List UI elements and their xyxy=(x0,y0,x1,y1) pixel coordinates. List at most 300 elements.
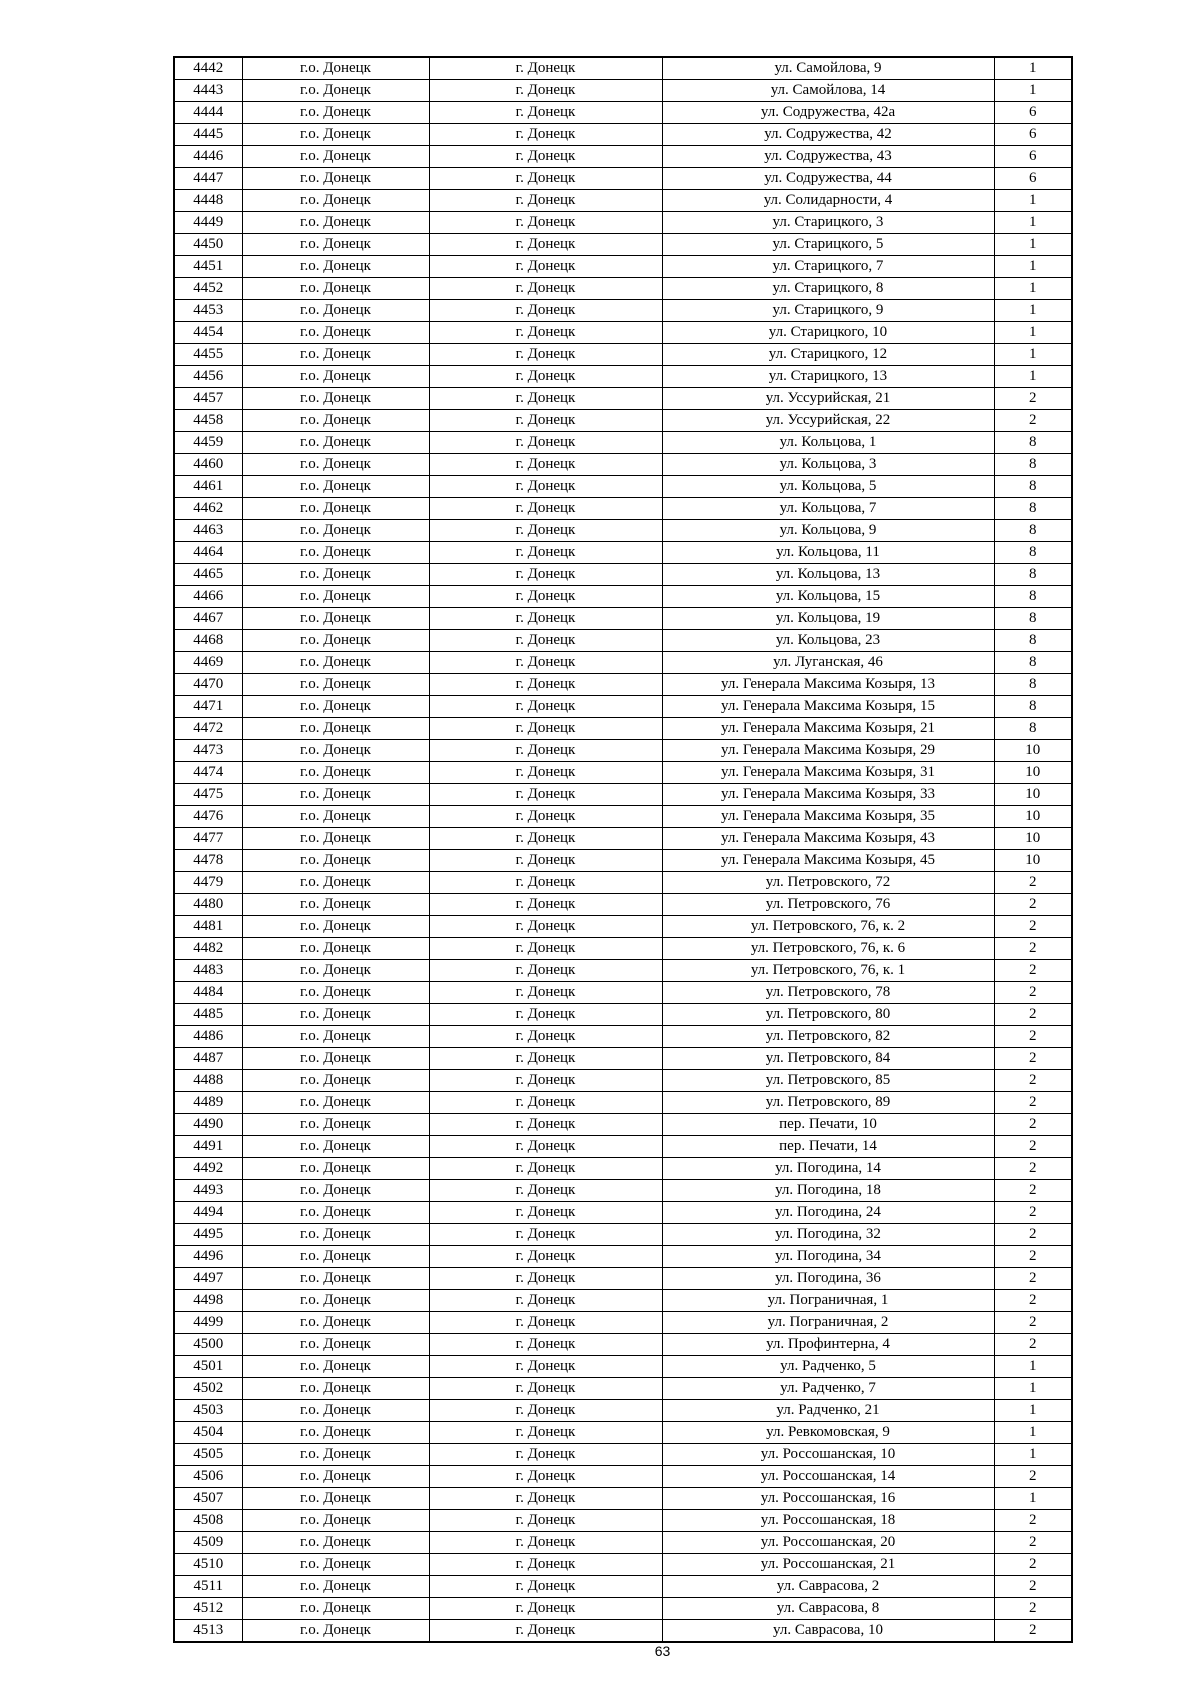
count-cell: 2 xyxy=(994,1598,1072,1620)
count-cell: 1 xyxy=(994,1378,1072,1400)
address-cell: ул. Старицкого, 8 xyxy=(662,278,994,300)
district-cell: г.о. Донецк xyxy=(242,982,429,1004)
table-row xyxy=(174,476,1072,498)
address-cell: ул. Погодина, 18 xyxy=(662,1180,994,1202)
row-number-cell: 4475 xyxy=(174,784,242,806)
address-cell: ул. Кольцова, 3 xyxy=(662,454,994,476)
address-cell: ул. Петровского, 76, к. 2 xyxy=(662,916,994,938)
district-cell: г.о. Донецк xyxy=(242,1026,429,1048)
address-table xyxy=(173,56,1073,1643)
address-cell: ул. Петровского, 76, к. 6 xyxy=(662,938,994,960)
city-cell: г. Донецк xyxy=(429,410,662,432)
district-cell: г.о. Донецк xyxy=(242,278,429,300)
count-cell: 10 xyxy=(994,762,1072,784)
table-row xyxy=(174,894,1072,916)
district-cell: г.о. Донецк xyxy=(242,146,429,168)
table-row xyxy=(174,828,1072,850)
count-cell: 2 xyxy=(994,410,1072,432)
city-cell: г. Донецк xyxy=(429,1158,662,1180)
table-row xyxy=(174,806,1072,828)
city-cell: г. Донецк xyxy=(429,1180,662,1202)
address-cell: ул. Петровского, 82 xyxy=(662,1026,994,1048)
city-cell: г. Донецк xyxy=(429,1554,662,1576)
address-cell: ул. Старицкого, 13 xyxy=(662,366,994,388)
address-cell: ул. Погодина, 32 xyxy=(662,1224,994,1246)
count-cell: 8 xyxy=(994,674,1072,696)
address-cell: ул. Старицкого, 7 xyxy=(662,256,994,278)
district-cell: г.о. Донецк xyxy=(242,674,429,696)
table-row xyxy=(174,1598,1072,1620)
table-row xyxy=(174,1554,1072,1576)
address-cell: ул. Россошанская, 21 xyxy=(662,1554,994,1576)
count-cell: 2 xyxy=(994,872,1072,894)
address-cell: ул. Россошанская, 10 xyxy=(662,1444,994,1466)
table-row xyxy=(174,1620,1072,1643)
row-number-cell: 4469 xyxy=(174,652,242,674)
table-row xyxy=(174,520,1072,542)
district-cell: г.о. Донецк xyxy=(242,916,429,938)
address-cell: ул. Петровского, 80 xyxy=(662,1004,994,1026)
table-row xyxy=(174,278,1072,300)
city-cell: г. Донецк xyxy=(429,652,662,674)
table-row xyxy=(174,1312,1072,1334)
district-cell: г.о. Донецк xyxy=(242,1378,429,1400)
row-number-cell: 4474 xyxy=(174,762,242,784)
count-cell: 8 xyxy=(994,652,1072,674)
address-cell: ул. Генерала Максима Козыря, 31 xyxy=(662,762,994,784)
city-cell: г. Донецк xyxy=(429,872,662,894)
row-number-cell: 4442 xyxy=(174,57,242,80)
row-number-cell: 4487 xyxy=(174,1048,242,1070)
district-cell: г.о. Донецк xyxy=(242,1356,429,1378)
table-row xyxy=(174,696,1072,718)
district-cell: г.о. Донецк xyxy=(242,1048,429,1070)
city-cell: г. Донецк xyxy=(429,1048,662,1070)
row-number-cell: 4502 xyxy=(174,1378,242,1400)
table-row xyxy=(174,102,1072,124)
table-row xyxy=(174,630,1072,652)
address-cell: ул. Радченко, 5 xyxy=(662,1356,994,1378)
table-row xyxy=(174,784,1072,806)
city-cell: г. Донецк xyxy=(429,168,662,190)
count-cell: 6 xyxy=(994,168,1072,190)
table-row xyxy=(174,1488,1072,1510)
district-cell: г.о. Донецк xyxy=(242,850,429,872)
table-row xyxy=(174,542,1072,564)
row-number-cell: 4458 xyxy=(174,410,242,432)
city-cell: г. Донецк xyxy=(429,1136,662,1158)
district-cell: г.о. Донецк xyxy=(242,1400,429,1422)
row-number-cell: 4467 xyxy=(174,608,242,630)
city-cell: г. Донецк xyxy=(429,894,662,916)
city-cell: г. Донецк xyxy=(429,1620,662,1643)
district-cell: г.о. Донецк xyxy=(242,1620,429,1643)
row-number-cell: 4454 xyxy=(174,322,242,344)
city-cell: г. Донецк xyxy=(429,454,662,476)
row-number-cell: 4479 xyxy=(174,872,242,894)
district-cell: г.о. Донецк xyxy=(242,652,429,674)
row-number-cell: 4506 xyxy=(174,1466,242,1488)
row-number-cell: 4489 xyxy=(174,1092,242,1114)
row-number-cell: 4462 xyxy=(174,498,242,520)
row-number-cell: 4480 xyxy=(174,894,242,916)
address-cell: ул. Кольцова, 19 xyxy=(662,608,994,630)
count-cell: 2 xyxy=(994,916,1072,938)
city-cell: г. Донецк xyxy=(429,190,662,212)
address-cell: ул. Саврасова, 2 xyxy=(662,1576,994,1598)
count-cell: 2 xyxy=(994,960,1072,982)
table-row xyxy=(174,1400,1072,1422)
count-cell: 2 xyxy=(994,1004,1072,1026)
district-cell: г.о. Донецк xyxy=(242,498,429,520)
address-cell: ул. Кольцова, 1 xyxy=(662,432,994,454)
city-cell: г. Донецк xyxy=(429,982,662,1004)
district-cell: г.о. Донецк xyxy=(242,1532,429,1554)
table-row xyxy=(174,740,1072,762)
address-cell: ул. Содружества, 42а xyxy=(662,102,994,124)
table-row xyxy=(174,410,1072,432)
row-number-cell: 4478 xyxy=(174,850,242,872)
table-row xyxy=(174,1004,1072,1026)
district-cell: г.о. Донецк xyxy=(242,1598,429,1620)
row-number-cell: 4468 xyxy=(174,630,242,652)
address-cell: ул. Генерала Максима Козыря, 29 xyxy=(662,740,994,762)
district-cell: г.о. Донецк xyxy=(242,432,429,454)
district-cell: г.о. Донецк xyxy=(242,718,429,740)
address-cell: ул. Кольцова, 5 xyxy=(662,476,994,498)
count-cell: 2 xyxy=(994,1268,1072,1290)
address-cell: ул. Профинтерна, 4 xyxy=(662,1334,994,1356)
count-cell: 1 xyxy=(994,190,1072,212)
address-cell: пер. Печати, 10 xyxy=(662,1114,994,1136)
count-cell: 1 xyxy=(994,57,1072,80)
row-number-cell: 4485 xyxy=(174,1004,242,1026)
address-cell: ул. Саврасова, 8 xyxy=(662,1598,994,1620)
address-cell: ул. Петровского, 76 xyxy=(662,894,994,916)
row-number-cell: 4449 xyxy=(174,212,242,234)
address-cell: ул. Содружества, 44 xyxy=(662,168,994,190)
table-row xyxy=(174,608,1072,630)
row-number-cell: 4447 xyxy=(174,168,242,190)
row-number-cell: 4488 xyxy=(174,1070,242,1092)
table-row xyxy=(174,234,1072,256)
table-row xyxy=(174,762,1072,784)
table-row xyxy=(174,1422,1072,1444)
city-cell: г. Донецк xyxy=(429,388,662,410)
table-row xyxy=(174,168,1072,190)
count-cell: 2 xyxy=(994,1554,1072,1576)
district-cell: г.о. Донецк xyxy=(242,828,429,850)
district-cell: г.о. Донецк xyxy=(242,608,429,630)
row-number-cell: 4481 xyxy=(174,916,242,938)
address-cell: ул. Петровского, 76, к. 1 xyxy=(662,960,994,982)
district-cell: г.о. Донецк xyxy=(242,1158,429,1180)
address-cell: ул. Ревкомовская, 9 xyxy=(662,1422,994,1444)
table-row xyxy=(174,1158,1072,1180)
address-cell: ул. Старицкого, 12 xyxy=(662,344,994,366)
row-number-cell: 4466 xyxy=(174,586,242,608)
city-cell: г. Донецк xyxy=(429,740,662,762)
count-cell: 8 xyxy=(994,476,1072,498)
district-cell: г.о. Донецк xyxy=(242,322,429,344)
table-row xyxy=(174,982,1072,1004)
city-cell: г. Донецк xyxy=(429,960,662,982)
table-row xyxy=(174,212,1072,234)
count-cell: 8 xyxy=(994,630,1072,652)
count-cell: 2 xyxy=(994,1576,1072,1598)
row-number-cell: 4493 xyxy=(174,1180,242,1202)
row-number-cell: 4495 xyxy=(174,1224,242,1246)
row-number-cell: 4512 xyxy=(174,1598,242,1620)
district-cell: г.о. Донецк xyxy=(242,1312,429,1334)
row-number-cell: 4471 xyxy=(174,696,242,718)
city-cell: г. Донецк xyxy=(429,1598,662,1620)
row-number-cell: 4452 xyxy=(174,278,242,300)
count-cell: 10 xyxy=(994,784,1072,806)
row-number-cell: 4482 xyxy=(174,938,242,960)
city-cell: г. Донецк xyxy=(429,1466,662,1488)
count-cell: 8 xyxy=(994,586,1072,608)
address-cell: ул. Россошанская, 20 xyxy=(662,1532,994,1554)
district-cell: г.о. Донецк xyxy=(242,410,429,432)
count-cell: 10 xyxy=(994,850,1072,872)
row-number-cell: 4510 xyxy=(174,1554,242,1576)
count-cell: 10 xyxy=(994,740,1072,762)
city-cell: г. Донецк xyxy=(429,1224,662,1246)
count-cell: 8 xyxy=(994,542,1072,564)
row-number-cell: 4456 xyxy=(174,366,242,388)
count-cell: 2 xyxy=(994,1092,1072,1114)
address-cell: ул. Солидарности, 4 xyxy=(662,190,994,212)
row-number-cell: 4503 xyxy=(174,1400,242,1422)
city-cell: г. Донецк xyxy=(429,564,662,586)
row-number-cell: 4511 xyxy=(174,1576,242,1598)
count-cell: 1 xyxy=(994,80,1072,102)
count-cell: 2 xyxy=(994,1334,1072,1356)
district-cell: г.о. Донецк xyxy=(242,960,429,982)
city-cell: г. Донецк xyxy=(429,1202,662,1224)
table-row xyxy=(174,432,1072,454)
address-cell: ул. Старицкого, 3 xyxy=(662,212,994,234)
city-cell: г. Донецк xyxy=(429,1334,662,1356)
city-cell: г. Донецк xyxy=(429,1114,662,1136)
city-cell: г. Донецк xyxy=(429,366,662,388)
table-row xyxy=(174,718,1072,740)
district-cell: г.о. Донецк xyxy=(242,1422,429,1444)
district-cell: г.о. Донецк xyxy=(242,80,429,102)
city-cell: г. Донецк xyxy=(429,1532,662,1554)
city-cell: г. Донецк xyxy=(429,762,662,784)
row-number-cell: 4470 xyxy=(174,674,242,696)
table-row xyxy=(174,960,1072,982)
page-number: 63 xyxy=(654,1643,671,1659)
count-cell: 2 xyxy=(994,1620,1072,1643)
address-cell: ул. Генерала Максима Козыря, 21 xyxy=(662,718,994,740)
address-cell: ул. Радченко, 7 xyxy=(662,1378,994,1400)
row-number-cell: 4445 xyxy=(174,124,242,146)
district-cell: г.о. Донецк xyxy=(242,1202,429,1224)
count-cell: 1 xyxy=(994,1356,1072,1378)
district-cell: г.о. Донецк xyxy=(242,938,429,960)
city-cell: г. Донецк xyxy=(429,102,662,124)
table-row xyxy=(174,564,1072,586)
city-cell: г. Донецк xyxy=(429,1576,662,1598)
table-row xyxy=(174,366,1072,388)
count-cell: 6 xyxy=(994,102,1072,124)
table-row xyxy=(174,1466,1072,1488)
district-cell: г.о. Донецк xyxy=(242,872,429,894)
table-row xyxy=(174,454,1072,476)
count-cell: 1 xyxy=(994,256,1072,278)
city-cell: г. Донецк xyxy=(429,850,662,872)
city-cell: г. Донецк xyxy=(429,124,662,146)
city-cell: г. Донецк xyxy=(429,498,662,520)
row-number-cell: 4472 xyxy=(174,718,242,740)
city-cell: г. Донецк xyxy=(429,212,662,234)
table-row xyxy=(174,1356,1072,1378)
city-cell: г. Донецк xyxy=(429,1378,662,1400)
count-cell: 2 xyxy=(994,1048,1072,1070)
table-row xyxy=(174,1246,1072,1268)
table-row xyxy=(174,872,1072,894)
city-cell: г. Донецк xyxy=(429,476,662,498)
count-cell: 1 xyxy=(994,212,1072,234)
district-cell: г.о. Донецк xyxy=(242,740,429,762)
count-cell: 8 xyxy=(994,696,1072,718)
district-cell: г.о. Донецк xyxy=(242,1554,429,1576)
address-cell: ул. Россошанская, 18 xyxy=(662,1510,994,1532)
count-cell: 1 xyxy=(994,344,1072,366)
district-cell: г.о. Донецк xyxy=(242,344,429,366)
city-cell: г. Донецк xyxy=(429,234,662,256)
district-cell: г.о. Донецк xyxy=(242,256,429,278)
address-cell: ул. Кольцова, 13 xyxy=(662,564,994,586)
city-cell: г. Донецк xyxy=(429,806,662,828)
city-cell: г. Донецк xyxy=(429,256,662,278)
district-cell: г.о. Донецк xyxy=(242,806,429,828)
row-number-cell: 4497 xyxy=(174,1268,242,1290)
district-cell: г.о. Донецк xyxy=(242,1576,429,1598)
district-cell: г.о. Донецк xyxy=(242,630,429,652)
district-cell: г.о. Донецк xyxy=(242,1224,429,1246)
table-row xyxy=(174,586,1072,608)
row-number-cell: 4499 xyxy=(174,1312,242,1334)
district-cell: г.о. Донецк xyxy=(242,542,429,564)
district-cell: г.о. Донецк xyxy=(242,894,429,916)
address-cell: ул. Самойлова, 14 xyxy=(662,80,994,102)
row-number-cell: 4484 xyxy=(174,982,242,1004)
district-cell: г.о. Донецк xyxy=(242,168,429,190)
table-row xyxy=(174,344,1072,366)
table-row xyxy=(174,190,1072,212)
city-cell: г. Донецк xyxy=(429,630,662,652)
city-cell: г. Донецк xyxy=(429,784,662,806)
count-cell: 2 xyxy=(994,1466,1072,1488)
address-cell: ул. Радченко, 21 xyxy=(662,1400,994,1422)
address-cell: ул. Петровского, 84 xyxy=(662,1048,994,1070)
table-row xyxy=(174,1378,1072,1400)
city-cell: г. Донецк xyxy=(429,1422,662,1444)
table-row xyxy=(174,1290,1072,1312)
address-cell: ул. Петровского, 85 xyxy=(662,1070,994,1092)
table-row xyxy=(174,1026,1072,1048)
row-number-cell: 4443 xyxy=(174,80,242,102)
address-cell: ул. Старицкого, 10 xyxy=(662,322,994,344)
district-cell: г.о. Донецк xyxy=(242,1114,429,1136)
city-cell: г. Донецк xyxy=(429,1246,662,1268)
district-cell: г.о. Донецк xyxy=(242,520,429,542)
count-cell: 8 xyxy=(994,432,1072,454)
address-cell: ул. Самойлова, 9 xyxy=(662,57,994,80)
row-number-cell: 4451 xyxy=(174,256,242,278)
count-cell: 1 xyxy=(994,234,1072,256)
address-cell: ул. Россошанская, 16 xyxy=(662,1488,994,1510)
count-cell: 1 xyxy=(994,300,1072,322)
row-number-cell: 4459 xyxy=(174,432,242,454)
district-cell: г.о. Донецк xyxy=(242,300,429,322)
district-cell: г.о. Донецк xyxy=(242,234,429,256)
city-cell: г. Донецк xyxy=(429,278,662,300)
row-number-cell: 4446 xyxy=(174,146,242,168)
city-cell: г. Донецк xyxy=(429,1268,662,1290)
table-row xyxy=(174,1532,1072,1554)
count-cell: 2 xyxy=(994,1290,1072,1312)
table-row xyxy=(174,1114,1072,1136)
city-cell: г. Донецк xyxy=(429,1312,662,1334)
table-row xyxy=(174,916,1072,938)
count-cell: 8 xyxy=(994,608,1072,630)
table-row xyxy=(174,1048,1072,1070)
address-cell: ул. Петровского, 89 xyxy=(662,1092,994,1114)
city-cell: г. Донецк xyxy=(429,1510,662,1532)
district-cell: г.о. Донецк xyxy=(242,1180,429,1202)
city-cell: г. Донецк xyxy=(429,674,662,696)
city-cell: г. Донецк xyxy=(429,1444,662,1466)
city-cell: г. Донецк xyxy=(429,1488,662,1510)
address-cell: ул. Старицкого, 9 xyxy=(662,300,994,322)
row-number-cell: 4492 xyxy=(174,1158,242,1180)
district-cell: г.о. Донецк xyxy=(242,762,429,784)
district-cell: г.о. Донецк xyxy=(242,476,429,498)
count-cell: 8 xyxy=(994,520,1072,542)
count-cell: 2 xyxy=(994,1202,1072,1224)
city-cell: г. Донецк xyxy=(429,1290,662,1312)
count-cell: 6 xyxy=(994,124,1072,146)
table-row xyxy=(174,1224,1072,1246)
table-row xyxy=(174,938,1072,960)
address-cell: ул. Генерала Максима Козыря, 45 xyxy=(662,850,994,872)
count-cell: 2 xyxy=(994,1026,1072,1048)
count-cell: 8 xyxy=(994,454,1072,476)
count-cell: 1 xyxy=(994,366,1072,388)
city-cell: г. Донецк xyxy=(429,1004,662,1026)
address-cell: ул. Кольцова, 9 xyxy=(662,520,994,542)
city-cell: г. Донецк xyxy=(429,916,662,938)
row-number-cell: 4490 xyxy=(174,1114,242,1136)
city-cell: г. Донецк xyxy=(429,520,662,542)
district-cell: г.о. Донецк xyxy=(242,1092,429,1114)
district-cell: г.о. Донецк xyxy=(242,1290,429,1312)
address-cell: ул. Погодина, 34 xyxy=(662,1246,994,1268)
row-number-cell: 4453 xyxy=(174,300,242,322)
address-cell: ул. Погодина, 24 xyxy=(662,1202,994,1224)
row-number-cell: 4463 xyxy=(174,520,242,542)
table-row xyxy=(174,1180,1072,1202)
count-cell: 2 xyxy=(994,1532,1072,1554)
table-row xyxy=(174,1444,1072,1466)
row-number-cell: 4461 xyxy=(174,476,242,498)
address-cell: ул. Кольцова, 11 xyxy=(662,542,994,564)
